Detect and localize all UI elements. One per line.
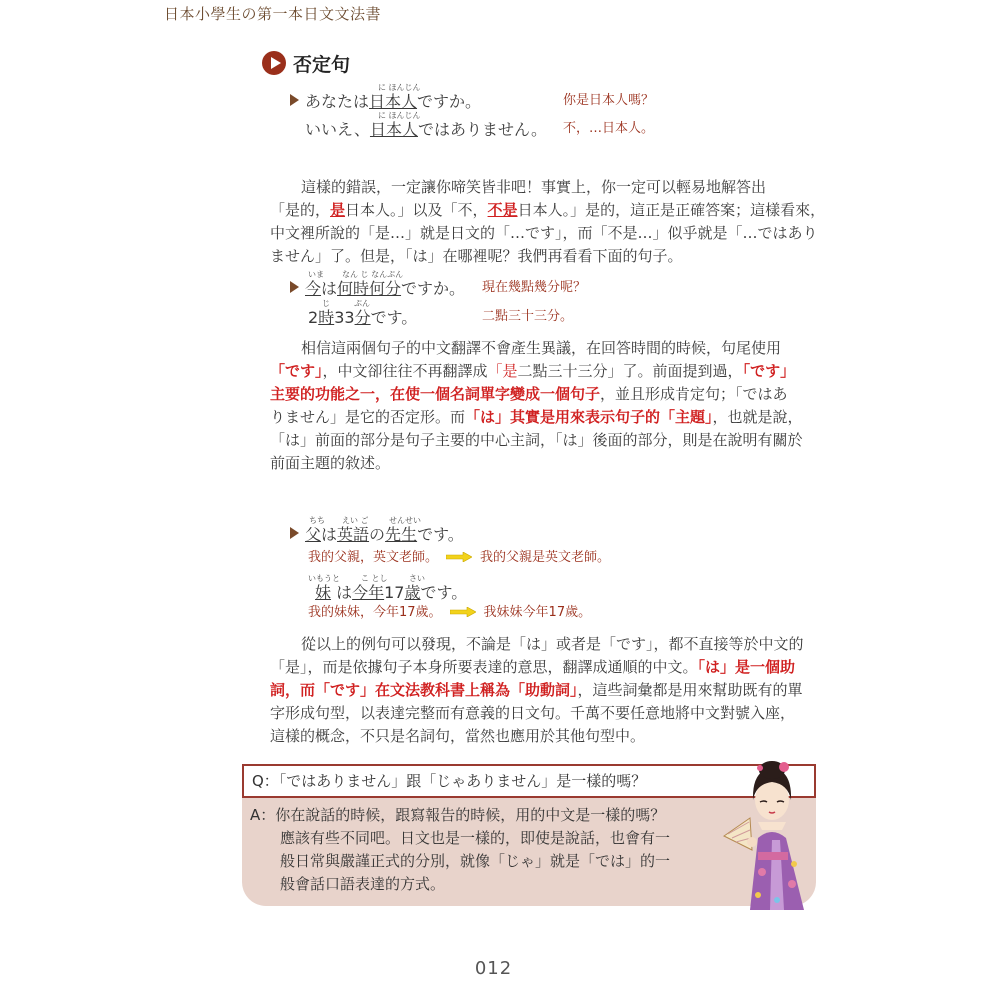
translation-row: 我的妹妹，今年17歲。 我妹妹今年17歲。 (308, 605, 592, 620)
translation: 不，…日本人。 (563, 121, 655, 136)
answer-text: A：你在說話的時候，跟寫報告的時候，用的中文是一樣的嗎？ 應該有些不同吧。日文也是一樣的，即使是說話，也會有一 般日常與嚴謹正式的分別，就像「じゃ」就是「では」的一 般會話口語表達的方式。 (250, 806, 671, 893)
arrow-right-icon (450, 607, 476, 617)
geisha-illustration (722, 760, 822, 910)
paragraph-2: 相信這兩個句子的中文翻譯不會產生異議，在回答時間的時候，句尾使用 「です」，中文卻往往不再翻譯成「是二點三十三分」了。前面提到過，「です」 主要的功能之一，在使一個名詞單字變成一個句子，並且形成肯定句；「ではあ りません」是它的否定形。而「は」其實是用來表示句子的「主題」，也就是說， 「は」前面的部分是句子主要的中心主詞，「は」後面的部分，則是在說明有關於 前面主題的敘述。 (270, 339, 803, 472)
bullet-triangle-icon (290, 281, 299, 293)
question-text: Q：「ではありません」跟「じゃありません」是一樣的嗎？ (252, 772, 647, 790)
bullet-triangle-icon (290, 527, 299, 539)
example-question: 今は何時何分ですか。 (290, 279, 465, 299)
page-number: 012 (474, 958, 513, 979)
ruby: に ほんじん (378, 83, 421, 92)
bullet-triangle-icon (290, 94, 299, 106)
example-sentence-1: 父は英語の先生です。 (290, 525, 464, 545)
ruby: に ほんじん (378, 111, 421, 120)
play-icon (262, 51, 286, 75)
example-sentence-2: 妹 は今年17歳です。 (315, 583, 468, 602)
translation: 現在幾點幾分呢？ (482, 280, 587, 295)
arrow-right-icon (446, 552, 472, 562)
book-title: 日本小學生の第一本日文文法書 (164, 5, 382, 23)
section-title: 否定句 (293, 54, 351, 76)
example-answer: 2時33分です。 (308, 308, 418, 327)
paragraph-3: 從以上的例句可以發現，不論是「は」或者是「です」，都不直接等於中文的 「是」，而是依據句子本身所要表達的意思，翻譯成通順的中文。「は」是一個助 詞，而「です」在文法教科書上稱為「助動詞」，這些詞彙都是用來幫助既有的單 字形成句型，以表達完整而有意義的日文句。千萬不要任意地將中文對號入座， 這樣的概念，不只是名詞句，當然也應用於其他句型中。 (270, 635, 804, 745)
translation: 二點三十三分。 (482, 309, 574, 324)
translation-row: 我的父親，英文老師。 我的父親是英文老師。 (308, 550, 611, 565)
paragraph-1: 這樣的錯誤，一定讓你啼笑皆非吧！事實上，你一定可以輕易地解答出 「是的，是日本人。」以及「不，不是日本人。」是的，這正是正確答案；這樣看來， 中文裡所說的「是…」就是日文的「…です」，而「不是…」似乎就是「…ではあり ません」了。但是，「は」在哪裡呢？我們再看看下面的句子。 (270, 178, 826, 265)
example-question: あなたは日本人ですか。 (290, 92, 481, 112)
example-answer: いいえ、日本人ではありません。 (305, 120, 547, 139)
translation: 你是日本人嗎？ (563, 93, 655, 108)
paragraph-line: 「是的，是日本人。」以及「不，不是日本人。」是的，這正是正確答案；這樣看來， (270, 201, 826, 219)
